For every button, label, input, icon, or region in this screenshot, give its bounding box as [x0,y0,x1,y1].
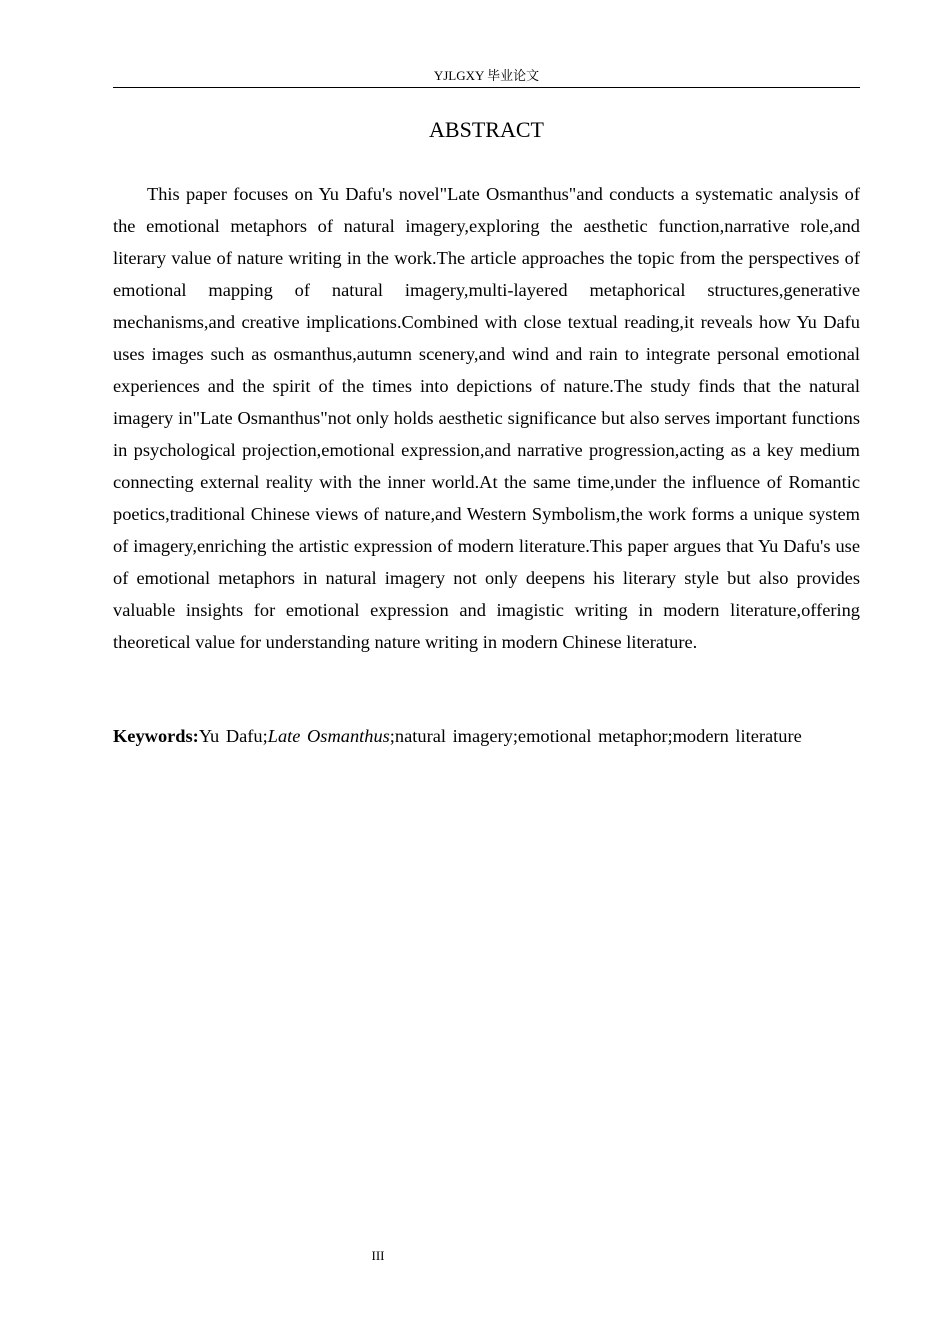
abstract-paragraph: This paper focuses on Yu Dafu's novel"Late Osmanthus"and conducts a systematic analysis of the emotional metaphors of natural imagery,exploring the aesthetic function,narrative role,and literary value of nature writing in the work.The article approaches the topic from the perspectives of emotional mapping of natural imagery,multi-layered metaphorical structures,generative mechanisms,and creative implications.Combined with close textual reading,it reveals how Yu Dafu uses images such as osmanthus,autumn scenery,and wind and rain to integrate personal emotional experiences and the spirit of the times into depictions of nature.The study finds that the natural imagery in"Late Osmanthus"not only holds aesthetic significance but also serves important functions in psychological projection,emotional expression,and narrative progression,acting as a key medium connecting external reality with the inner world.At the same time,under the influence of Romantic poetics,traditional Chinese views of nature,and Western Symbolism,the work forms a unique system of imagery,enriching the artistic expression of modern literature.This paper argues that Yu Dafu's use of emotional metaphors in natural imagery not only deepens his literary style but also provides valuable insights for emotional expression and imagistic writing in modern literature,offering theoretical value for understanding nature writing in modern Chinese literature. [113,184,860,652]
header-divider [113,87,860,88]
page-number: III [371,1248,385,1263]
keyword-work-title: Late Osmanthus [267,726,390,746]
abstract-title: ABSTRACT [429,117,544,142]
keyword-author: Yu Dafu; [198,726,268,746]
keywords-label: Keywords: [113,726,199,746]
keywords-line [113,720,860,752]
keyword-list: ;natural imagery;emotional metaphor;modern literature [389,726,802,746]
running-header: YJLGXY 毕业论文 [433,68,540,83]
